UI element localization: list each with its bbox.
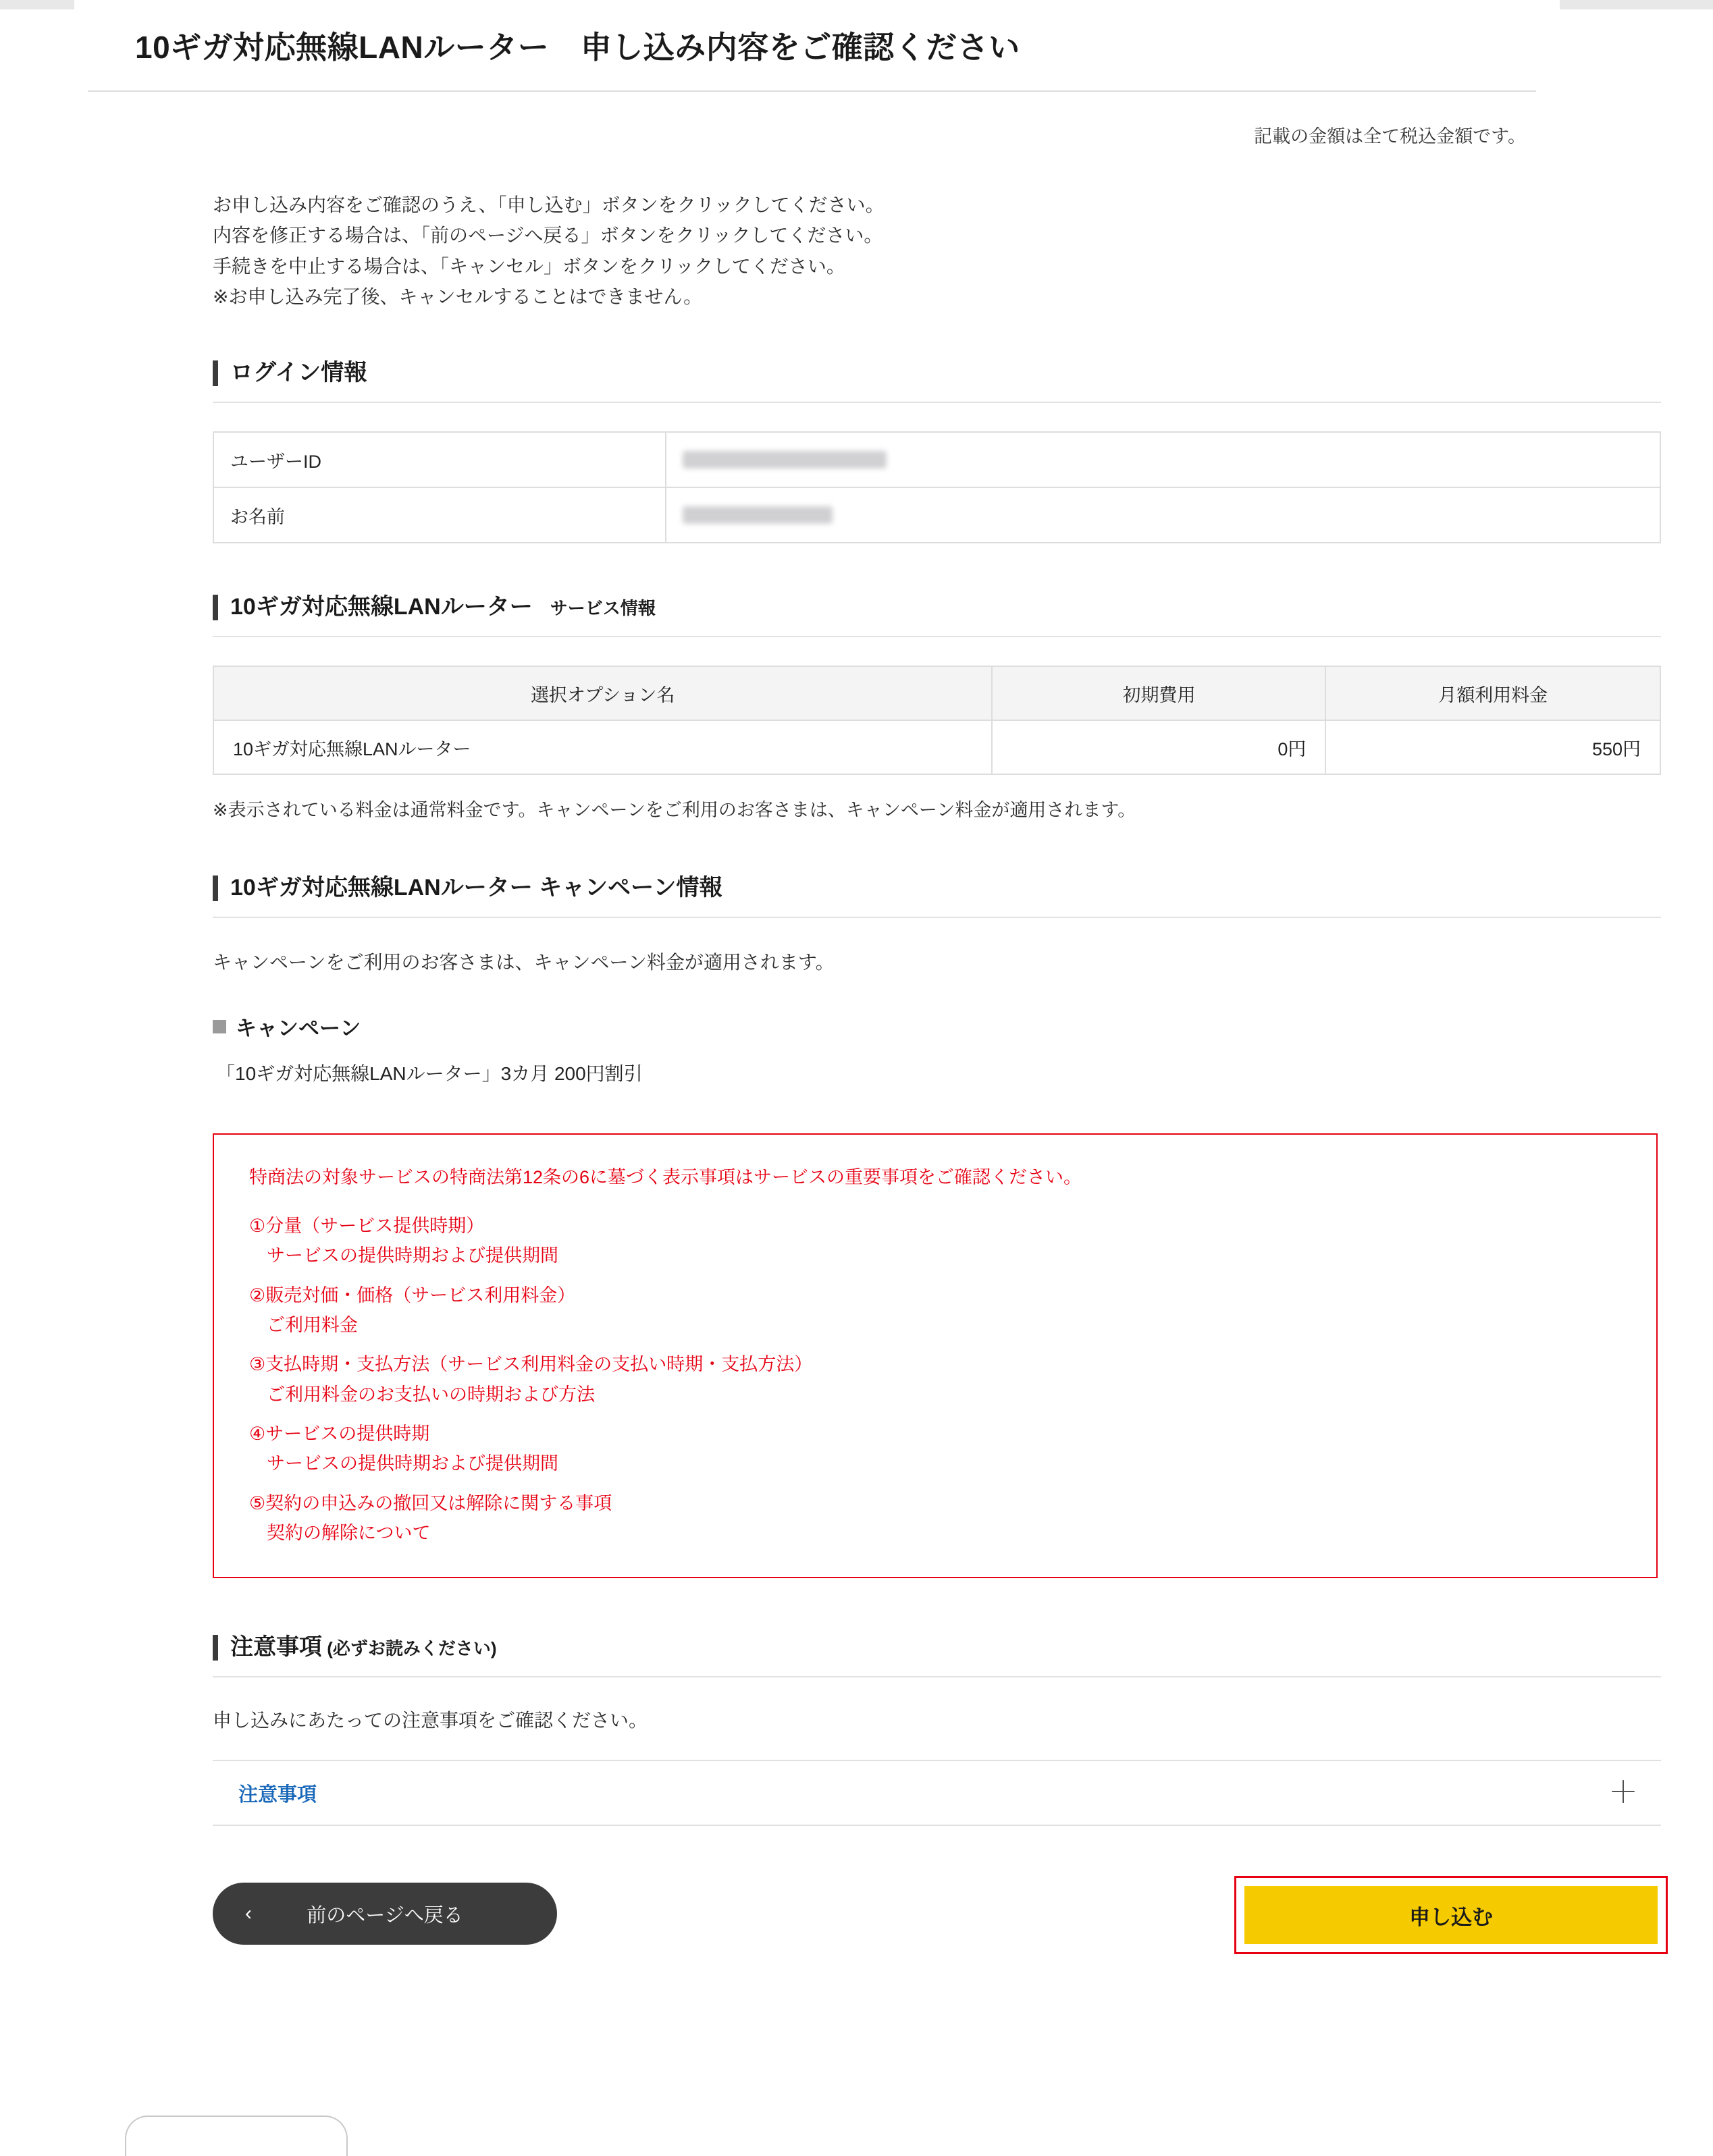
button-row	[213, 1876, 1661, 1957]
page-title: 10ギガ対応無線LANルーター 申し込み内容をご確認ください	[135, 30, 1020, 65]
service-col-monthly-fee: 月額利用料金	[1325, 666, 1660, 720]
campaign-item: 「10ギガ対応無線LANルーター」3カ月 200円割引	[216, 1062, 643, 1084]
table-row	[213, 432, 1660, 487]
legal-item-desc-5: 契約の解除について	[267, 1523, 431, 1544]
service-section-heading	[213, 593, 1560, 621]
service-col-option-name: 選択オプション名	[213, 666, 992, 720]
service-row-monthly-fee: 550円	[1325, 720, 1660, 774]
table-row	[213, 487, 1660, 543]
service-row-option-name: 10ギガ対応無線LANルーター	[213, 720, 992, 774]
legal-item-title-1: ①分量（サービス提供時期）	[249, 1216, 485, 1237]
service-section-heading-label: 10ギガ対応無線LANルーター	[230, 594, 533, 620]
campaign-lead-text: キャンペーンをご利用のお客さまは、キャンペーン料金が適用されます。	[213, 951, 835, 973]
login-row-value-name	[666, 487, 1660, 543]
login-row-label-name: お名前	[213, 487, 666, 543]
back-button[interactable]	[213, 1883, 557, 1945]
legal-item-desc-4: サービスの提供時期および提供期間	[267, 1453, 558, 1474]
legal-item-title-4: ④サービスの提供時期	[249, 1424, 430, 1445]
intro-line-3: 手続きを中止する場合は、「キャンセル」ボタンをクリックしてください。	[213, 255, 845, 277]
legal-item-title-2: ②販売対価・価格（サービス利用料金）	[249, 1285, 576, 1305]
notice-section-heading-label: 注意事項	[230, 1634, 322, 1661]
legal-lead: 特商法の対象サービスの特商法第12条の6に墓づく表示事項はサービスの重要事項をご確認ください。	[249, 1166, 1082, 1187]
service-section-divider	[213, 636, 1661, 637]
campaign-section-divider	[213, 917, 1661, 918]
campaign-sub-heading-label: キャンペーン	[236, 1016, 361, 1040]
login-section-heading	[213, 359, 1560, 387]
login-section-divider	[213, 402, 1661, 403]
notice-section-heading	[213, 1634, 1560, 1661]
intro-text	[213, 190, 1560, 312]
table-header-row	[213, 666, 1660, 720]
intro-line-1: お申し込み内容をご確認のうえ、「申し込む」ボタンをクリックしてください。	[213, 194, 885, 215]
table-row	[213, 720, 1660, 774]
campaign-sub-heading	[213, 1011, 1560, 1042]
service-row-initial-fee: 0円	[992, 720, 1325, 774]
intro-line-4: ※お申し込み完了後、キャンセルすることはできません。	[213, 286, 703, 308]
intro-line-2: 内容を修正する場合は、「前のページへ戻る」ボタンをクリックしてください。	[213, 225, 883, 246]
chevron-left-icon: ‹	[245, 1902, 252, 1925]
masked-user-id	[683, 451, 887, 468]
back-button-label: 前のページへ戻る	[307, 1904, 463, 1926]
tax-note: 記載の金額は全て税込金額です。	[1254, 126, 1526, 146]
notice-section-divider	[213, 1676, 1661, 1677]
title-divider	[88, 90, 1536, 92]
login-info-table	[213, 431, 1661, 543]
login-row-value-userid	[666, 432, 1660, 487]
submit-button[interactable]: 申し込む	[1244, 1886, 1658, 1944]
legal-item-desc-2: ご利用料金	[267, 1315, 358, 1336]
login-row-label-userid: ユーザーID	[213, 432, 666, 487]
square-bullet-icon	[213, 1020, 226, 1033]
bottom-spacer	[88, 1957, 1560, 2004]
legal-item-desc-1: サービスの提供時期および提供期間	[267, 1245, 558, 1266]
cancel-button[interactable]	[125, 2115, 348, 2156]
campaign-section-heading-label: 10ギガ対応無線LANルーター キャンペーン情報	[230, 875, 722, 901]
notice-section-heading-sub: (必ずお読みください)	[322, 1638, 497, 1659]
notice-accordion-label: 注意事項	[238, 1783, 317, 1806]
legal-item-desc-3: ご利用料金のお支払いの時期および方法	[267, 1384, 595, 1405]
service-col-initial-fee: 初期費用	[992, 666, 1325, 720]
notice-lead-text: 申し込みにあたっての注意事項をご確認ください。	[213, 1710, 648, 1731]
masked-customer-name	[683, 506, 833, 524]
service-section-heading-sub: サービス情報	[532, 598, 656, 619]
legal-item-title-3: ③支払時期・支払方法（サービス利用料金の支払い時期・支払方法）	[249, 1354, 813, 1375]
submit-button-highlight	[1234, 1876, 1668, 1954]
campaign-section-heading	[213, 874, 1560, 902]
login-section-heading-label: ログイン情報	[230, 360, 367, 386]
service-price-note: ※表示されている料金は通常料金です。キャンペーンをご利用のお客さまは、キャンペーン料金が適用されます。	[213, 800, 1136, 821]
notice-accordion-toggle[interactable]	[213, 1760, 1661, 1826]
legal-disclosure-box	[213, 1133, 1658, 1579]
service-info-table	[213, 666, 1661, 775]
plus-icon[interactable]: ＋	[1608, 1776, 1638, 1810]
page-content	[88, 0, 1641, 2004]
legal-item-title-5: ⑤契約の申込みの撤回又は解除に関する事項	[249, 1492, 612, 1513]
